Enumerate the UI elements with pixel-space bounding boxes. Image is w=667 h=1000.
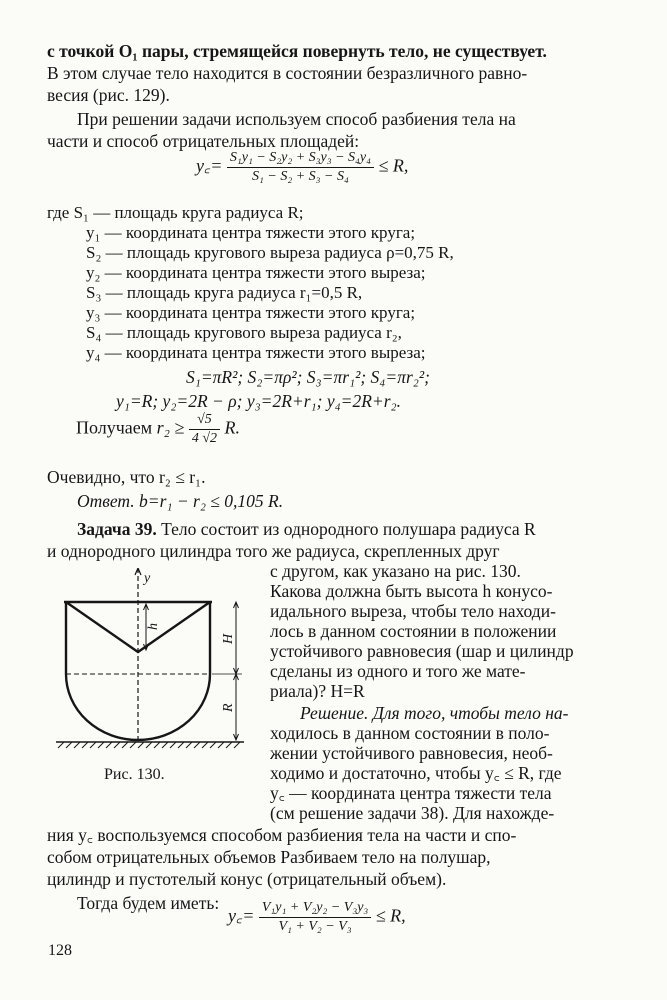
text-line: ния y꜀ воспользуемся способом разбиения тела на части и спо- [47,825,517,845]
page-number: 128 [48,942,72,959]
wrap-line: Решение. Для того, чтобы тело на- [300,703,569,723]
text-line: При решении задачи используем способ разбиения тела на [77,109,516,129]
h-label: h [146,623,161,630]
text-line: части и способ отрицательных площадей: [47,131,360,151]
ground-hatching [58,742,240,748]
result-numerator: √5 [189,412,220,430]
problem-line [77,518,536,540]
wrap-line: y꜀ — координата центра тяжести тела [270,783,552,803]
figure-caption: Рис. 130. [104,766,165,783]
wrap-line: с другом, как указано на рис. 130. [270,561,521,581]
result-lhs: r₂ ≥ [156,417,185,438]
definition-line: y₁ — координата центра тяжести этого круга; [86,223,416,242]
definition-line: S₂ — площадь кругового выреза радиуса ρ=0,75 R, [86,243,454,262]
y-axis-label: y [144,571,151,586]
formula-lhs: y꜀= [228,905,255,926]
definition-line: где S₁ — площадь круга радиуса R; [47,203,304,222]
text-line: весия (рис. 129). [47,85,170,105]
problem-title: Задача 39. [77,519,157,539]
formula-rhs: ≤ R, [375,905,406,926]
problem-line: и однородного цилиндра того же радиуса, скрепленных друг [47,541,500,561]
wrap-line: жении устойчивого равновесия, необ- [270,743,553,763]
wrap-line: устойчивого равновесия (шар и цилиндр [270,641,574,661]
formula-fraction [227,150,374,185]
definition-line: y₃ — координата центра тяжести этого круга; [86,303,416,322]
text-line: цилиндр и пустотелый конус (отрицательный объем). [47,869,447,889]
formula-center-of-mass-volumes [228,900,406,935]
definition-line: y₂ — координата центра тяжести этого выреза; [86,263,426,282]
formula-numerator: V₁y₁ + V₂y₂ − V₃y₃ [259,900,371,918]
wrap-line: ходилось в данном состоянии в поло- [270,723,550,743]
text-line: собом отрицательных объемов Разбиваем тело на полушар, [47,847,491,867]
formula-denominator: S₁ − S₂ + S₃ − S₄ [252,169,349,184]
formula-numerator: S₁y₁ − S₂y₂ + S₃y₃ − S₄y₄ [227,150,374,168]
answer-line: Ответ. b=r₁ − r₂ ≤ 0,105 R. [77,491,284,511]
equation-areas: S₁=πR²; S₂=πρ²; S₃=πr₁²; S₄=πr₂²; [186,367,430,387]
wrap-line: Какова должна быть высота h конусо- [270,581,553,601]
formula-denominator: V₁ + V₂ − V₃ [278,919,352,934]
equation-coordinates: y₁=R; y₂=2R − ρ; y₃=2R+r₁; y₄=2R+r₂. [116,391,401,411]
formula-fraction [259,900,371,935]
definition-line: S₄ — площадь кругового выреза радиуса r₂, [86,323,402,342]
wrap-line: ходимо и достаточно, чтобы y꜀ ≤ R, где [270,763,562,783]
problem-text: Тело состоит из однородного полушара радиуса R [161,519,536,539]
result-denominator: 4 √2 [191,431,218,446]
result-r2 [76,412,240,447]
text-line: Тогда будем иметь: [77,893,220,913]
R-label: R [221,703,236,712]
wrap-line: сделаны из одного и того же мате- [270,661,526,681]
formula-lhs: y꜀= [196,155,223,176]
wrap-line: (см решение задачи 38). Для нахожде- [270,803,555,823]
H-label: H [221,633,236,644]
formula-rhs: ≤ R, [378,155,409,176]
result-label: Получаем [76,417,153,438]
result-fraction [189,412,220,447]
body-outline [66,602,210,740]
wrap-line: лось в данном состоянии в положении [270,621,557,641]
text-line: В этом случае тело находится в состоянии безразличного равно- [47,63,528,83]
wrap-line: идального выреза, чтобы тело находи- [270,601,556,621]
result-rhs: R. [224,417,241,438]
text-line: с точкой O₁ пары, стремящейся повернуть тело, не существует. [47,41,547,61]
definition-line: y₄ — координата центра тяжести этого выреза; [86,343,426,362]
wrap-line: риала)? H=R [270,681,365,701]
obvious-line: Очевидно, что r₂ ≤ r₁. [47,467,206,487]
figure-130 [44,568,254,764]
formula-center-of-mass-areas [196,150,408,185]
definition-line: S₃ — площадь круга радиуса r₁=0,5 R, [86,283,363,302]
